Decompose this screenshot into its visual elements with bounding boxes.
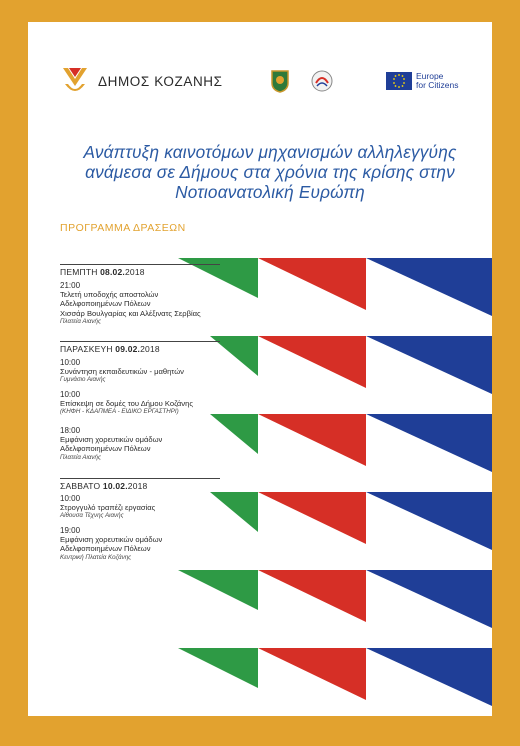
event-line: Εμφάνιση χορευτικών ομάδων: [60, 535, 163, 544]
poster: [28, 22, 492, 716]
event-time: 10:00: [60, 390, 81, 399]
event-item: [60, 526, 270, 562]
event-line: Επίσκεψη σε δομές του Δήμου Κοζάνης: [60, 399, 193, 408]
eu-line2: for Citizens: [416, 80, 459, 90]
event-time: 18:00: [60, 426, 81, 435]
event-line: Τελετή υποδοχής αποστολών: [60, 290, 159, 299]
eu-flag-icon: [386, 72, 412, 90]
event-place: Γυμνάσιο Αιανής: [60, 376, 106, 384]
event-place: Κεντρική Πλατεία Κοζάνης: [60, 553, 132, 561]
event-item: [60, 390, 270, 416]
day-date: 10.02.: [102, 481, 128, 491]
event-time: 10:00: [60, 494, 81, 503]
day-date: 09.02.: [115, 344, 141, 354]
stripe-row-6: [178, 648, 492, 706]
event-place: Πλατεία Αιανής: [60, 318, 101, 326]
municipality-name: ΔΗΜΟΣ ΚΟΖΑΝΗΣ: [98, 73, 223, 89]
event-time: 10:00: [60, 358, 81, 367]
event-item: [60, 358, 270, 384]
stripe-row-5: [178, 570, 492, 628]
day-year: 2018: [140, 344, 160, 354]
event-line: Αδελφοποιημένων Πόλεων: [60, 444, 151, 454]
day-year: 2018: [127, 481, 148, 491]
event-place: (ΚΗΦΗ - ΚΔΑΠΜΕΑ - ΕΙΔΙΚΟ ΕΡΓΑΣΤΗΡΙ): [60, 408, 179, 416]
day-name: ΠΑΡΑΣΚΕΥΗ: [60, 344, 116, 354]
day-year: 2018: [124, 267, 145, 277]
municipality-emblem-icon: [60, 64, 90, 98]
day-date: 08.02.: [100, 267, 125, 277]
event-line: Συνάντηση εκπαιδευτικών - μαθητών: [60, 367, 184, 376]
event-item: [60, 426, 270, 462]
event-line: Αδελφοποιημένων Πόλεων: [60, 299, 151, 309]
europe-for-citizens-logo: [386, 72, 459, 90]
event-time: 19:00: [60, 526, 81, 535]
flag-stripes-graphic: [178, 258, 492, 716]
day-heading: [60, 264, 220, 277]
event-item: [60, 281, 270, 326]
round-seal-icon: [311, 68, 333, 94]
day-name: ΠΕΜΠΤΗ: [60, 267, 101, 277]
program-heading: ΠΡΟΓΡΑΜΜΑ ΔΡΑΣΕΩΝ: [60, 222, 186, 234]
municipality-logo: [60, 64, 223, 98]
day-heading: [60, 341, 220, 354]
event-time: 21:00: [60, 281, 81, 290]
event-place: Πλατεία Αιανής: [60, 453, 101, 461]
poster-title: Ανάπτυξη καινοτόμων μηχανισμών αλληλεγγύης ανάμεσα σε Δήμους στα χρόνια της κρίσης στην Νοτιοανατολική Ευρώπη: [83, 142, 457, 202]
event-place: Αίθουσα Τέχνης Αιανής: [60, 512, 124, 520]
day-name: ΣΑΒΒΑΤΟ: [60, 481, 103, 491]
event-line: Στρογγυλό τραπέζι εργασίας: [60, 503, 156, 512]
crest-icon: [270, 69, 290, 93]
eu-program-label: [416, 72, 459, 90]
event-line: Χισσάρ Βουλγαρίας και Αλέξινατς Σερβίας: [60, 308, 201, 318]
day-heading: [60, 478, 220, 491]
event-line: Εμφάνιση χορευτικών ομάδων: [60, 435, 163, 444]
event-item: [60, 494, 270, 520]
eu-line1: Europe: [416, 71, 444, 81]
event-line: Αδελφοποιημένων Πόλεων: [60, 544, 151, 554]
